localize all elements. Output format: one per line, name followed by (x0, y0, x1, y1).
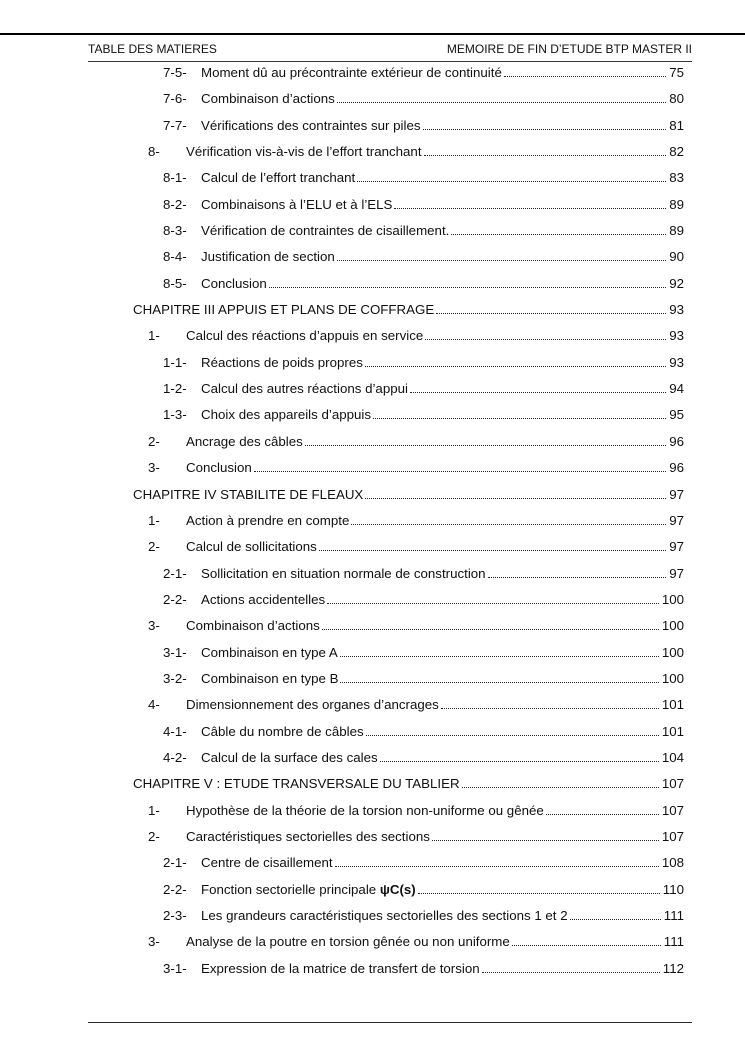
toc-entry-number: 2- (148, 828, 160, 844)
toc-entry (88, 719, 692, 745)
toc-leader-dots (432, 840, 659, 841)
toc-entry-number: 8-5- (163, 275, 187, 291)
toc-entry-page: 100 (661, 644, 684, 660)
toc-entry-page: 104 (661, 749, 684, 765)
toc-entry-page: 97 (669, 486, 684, 502)
toc-entry-page: 94 (669, 381, 684, 397)
toc-entry-number: 4- (148, 697, 160, 713)
toc-entry (88, 376, 692, 402)
toc-entry-page: 97 (669, 539, 684, 555)
toc-entry-title: Vérification vis-à-vis de l’effort tranchant (186, 144, 422, 160)
toc-entry-title: Choix des appareils d’appuis (201, 407, 372, 423)
toc-entry-number: 8- (148, 144, 160, 160)
toc-leader-dots (305, 445, 666, 446)
toc-entry-page: 111 (663, 908, 684, 923)
page-top-rule (0, 33, 745, 35)
toc-leader-dots (482, 972, 660, 973)
toc-entry-page: 80 (669, 91, 684, 107)
toc-entry-title: Les grandeurs caractéristiques sectorielles des sections 1 et 2 (201, 908, 568, 923)
toc-entry (88, 613, 692, 639)
toc-entry-page: 96 (669, 460, 684, 476)
toc-leader-dots (512, 945, 661, 946)
toc-entry-title: Réactions de poids propres (201, 354, 363, 370)
toc-entry (88, 508, 692, 534)
toc-leader-dots (337, 260, 666, 261)
toc-entry-number: 3- (148, 618, 160, 634)
toc-entry-page: 107 (661, 802, 684, 818)
page-footer-rule (88, 1022, 692, 1023)
toc-entry-page: 101 (661, 697, 684, 713)
toc-entry (88, 692, 692, 718)
toc-entry-title: Combinaison en type B (201, 670, 339, 686)
toc-entry-page: 111 (663, 934, 684, 950)
toc-entry-number: 7-5- (163, 65, 187, 80)
toc-entry-number: 8-4- (163, 249, 187, 265)
toc-entry-page: 107 (661, 776, 684, 792)
toc-entry (88, 218, 692, 244)
toc-entry (88, 640, 692, 666)
toc-entry-page: 81 (669, 117, 684, 133)
toc-leader-dots (570, 919, 661, 920)
toc-entry (88, 824, 692, 850)
toc-entry-number: 2-2- (163, 881, 187, 897)
toc-leader-dots (322, 629, 659, 630)
toc-entry-title: CHAPITRE V : ETUDE TRANSVERSALE DU TABLIER (133, 776, 460, 792)
toc-entry-number: 1- (148, 328, 160, 344)
toc-entry-number: 8-3- (163, 223, 187, 239)
toc-entry (88, 402, 692, 428)
toc-entry (88, 244, 692, 270)
toc-entry-number: 8-2- (163, 196, 187, 212)
toc-entry-number: 2-1- (163, 855, 187, 871)
toc-leader-dots (380, 761, 659, 762)
toc-entry-number: 3- (148, 460, 160, 476)
toc-leader-dots (410, 392, 666, 393)
toc-entry-page: 95 (669, 407, 684, 423)
toc-entry-number: 1-3- (163, 407, 187, 423)
toc-entry-title: Calcul des réactions d’appuis en service (186, 328, 424, 344)
toc-leader-dots (488, 577, 667, 578)
toc-entry-title: Vérification de contraintes de cisaillement. (201, 223, 450, 239)
toc-leader-dots (436, 313, 666, 314)
toc-entry-number: 1- (148, 512, 160, 528)
toc-entry (88, 771, 692, 797)
toc-entry (88, 666, 692, 692)
toc-entry (88, 534, 692, 560)
toc-entry-number: 3-1- (163, 960, 187, 976)
toc-leader-dots (423, 129, 667, 130)
toc-leader-dots (351, 524, 666, 525)
toc-entry (88, 350, 692, 376)
toc-entry (88, 850, 692, 876)
toc-entry (88, 271, 692, 297)
toc-entry-title: Conclusion (186, 460, 252, 476)
toc-entry-title: Caractéristiques sectorielles des sections (186, 828, 430, 844)
toc-entry-page: 100 (661, 618, 684, 634)
toc-entry (88, 798, 692, 824)
toc-entry-title: Hypothèse de la théorie de la torsion non-uniforme ou gênée (186, 802, 544, 818)
toc-entry-title: Analyse de la poutre en torsion gênée ou non uniforme (186, 934, 510, 950)
toc-entry-number: 1- (148, 802, 160, 818)
toc-leader-dots (357, 181, 666, 182)
toc-entry-number: 7-7- (163, 117, 187, 133)
toc-entry-number: 2- (148, 433, 160, 449)
toc-entry-number: 4-2- (163, 749, 187, 765)
toc-entry-title: Calcul des autres réactions d’appui (201, 381, 408, 397)
toc-leader-dots (424, 155, 667, 156)
toc-entry-title-math: ψC(s) (379, 881, 416, 897)
page-header (88, 42, 692, 62)
toc-entry (88, 297, 692, 323)
toc-leader-dots (340, 656, 659, 657)
toc-entry-title: CHAPITRE III APPUIS ET PLANS DE COFFRAGE (133, 302, 435, 318)
toc-entry-number: 2-1- (163, 565, 187, 581)
toc-leader-dots (269, 287, 666, 288)
toc-entry-title: Expression de la matrice de transfert de torsion (201, 960, 480, 976)
toc-leader-dots (451, 234, 666, 235)
toc-leader-dots (335, 866, 659, 867)
toc-entry-number: 1-2- (163, 381, 187, 397)
toc-entry-number: 3-2- (163, 670, 187, 686)
toc-entry (88, 956, 692, 982)
toc-entry (88, 455, 692, 481)
toc-leader-dots (418, 893, 660, 894)
toc-entry-number: 2-2- (163, 591, 187, 607)
toc-leader-dots (504, 76, 666, 77)
toc-entry-page: 112 (662, 960, 684, 976)
toc-leader-dots (546, 814, 659, 815)
toc-entry-number: 4-1- (163, 723, 187, 739)
toc-leader-dots (254, 471, 666, 472)
toc-entry-page: 97 (669, 565, 684, 581)
toc-entry-title: Calcul de l’effort tranchant (201, 170, 356, 186)
toc-entry-page: 75 (669, 65, 684, 80)
toc-entry-title: Combinaisons à l’ELU et à l’ELS (201, 196, 393, 212)
toc-entry-number: 8-1- (163, 170, 187, 186)
toc-entry-title: Sollicitation en situation normale de construction (201, 565, 486, 581)
toc-entry-page: 108 (661, 855, 684, 871)
toc-entry-title: Justification de section (201, 249, 335, 265)
toc-entry-title: Ancrage des câbles (186, 433, 303, 449)
toc-entry (88, 877, 692, 903)
toc-entry (88, 139, 692, 165)
toc-entry (88, 60, 692, 86)
toc-entry-page: 83 (669, 170, 684, 186)
toc-entry-title: Actions accidentelles (201, 591, 326, 607)
toc-entry-page: 97 (669, 512, 684, 528)
toc-entry-number: 1-1- (163, 354, 187, 370)
toc-entry-page: 110 (662, 881, 684, 897)
toc-entry-page: 93 (669, 328, 684, 344)
toc-entry-title: Action à prendre en compte (186, 512, 350, 528)
toc-entry-page: 90 (669, 249, 684, 265)
toc-entry (88, 745, 692, 771)
toc-entry-title: Moment dû au précontrainte extérieur de continuité (201, 65, 502, 80)
toc-entry (88, 929, 692, 955)
toc-entry (88, 903, 692, 929)
toc-entry-number: 2- (148, 539, 160, 555)
toc-entry-page: 101 (661, 723, 684, 739)
toc-leader-dots (425, 339, 666, 340)
toc-leader-dots (337, 102, 666, 103)
toc-entry (88, 587, 692, 613)
toc-entry (88, 192, 692, 218)
toc-entry-page: 93 (669, 354, 684, 370)
toc-entry (88, 323, 692, 349)
toc-entry-page: 96 (669, 433, 684, 449)
toc-entry (88, 561, 692, 587)
toc-entry-page: 93 (669, 302, 684, 318)
toc-leader-dots (462, 787, 659, 788)
toc-entry (88, 429, 692, 455)
toc-entry-page: 89 (669, 196, 684, 212)
toc-entry (88, 86, 692, 112)
toc-leader-dots (327, 603, 659, 604)
toc-leader-dots (441, 708, 659, 709)
toc-entry-page: 82 (669, 144, 684, 160)
toc-entry-page: 100 (661, 670, 684, 686)
toc-leader-dots (319, 550, 666, 551)
toc-entry-number: 3-1- (163, 644, 187, 660)
toc-entry (88, 165, 692, 191)
toc-leader-dots (365, 366, 666, 367)
toc-entry-title: Combinaison d’actions (186, 618, 320, 634)
header-right-title: MEMOIRE DE FIN D’ETUDE BTP MASTER II (446, 42, 692, 56)
toc-entry-title: Câble du nombre de câbles (201, 723, 364, 739)
toc-entry-page: 100 (661, 591, 684, 607)
toc-entry-page: 107 (661, 828, 684, 844)
toc-leader-dots (340, 682, 658, 683)
toc-entry-title: Vérifications des contraintes sur piles (201, 117, 421, 133)
toc-entry-title: Combinaison d’actions (201, 91, 335, 107)
toc-entry-title: CHAPITRE IV STABILITE DE FLEAUX (133, 486, 364, 502)
toc-entry-number: 7-6- (163, 91, 187, 107)
toc-entry-title: Combinaison en type A (201, 644, 338, 660)
toc-entry-title: Calcul de la surface des cales (201, 749, 378, 765)
toc-entry-title: Fonction sectorielle principale ψC(s) (201, 881, 416, 897)
toc-entry-title: Centre de cisaillement (201, 855, 333, 871)
toc-entry-page: 92 (669, 275, 684, 291)
toc-list (88, 60, 692, 982)
toc-entry-title: Calcul de sollicitations (186, 539, 317, 555)
toc-entry-title: Conclusion (201, 275, 267, 291)
toc-entry-number: 3- (148, 934, 160, 950)
toc-entry (88, 482, 692, 508)
toc-entry-title: Dimensionnement des organes d’ancrages (186, 697, 439, 713)
toc-leader-dots (394, 208, 666, 209)
header-left-title: TABLE DES MATIERES (88, 42, 217, 56)
toc-entry-number: 2-3- (163, 908, 187, 923)
toc-leader-dots (365, 498, 666, 499)
toc-entry-page: 89 (669, 223, 684, 239)
toc-leader-dots (366, 735, 659, 736)
toc-leader-dots (373, 418, 666, 419)
toc-entry (88, 113, 692, 139)
